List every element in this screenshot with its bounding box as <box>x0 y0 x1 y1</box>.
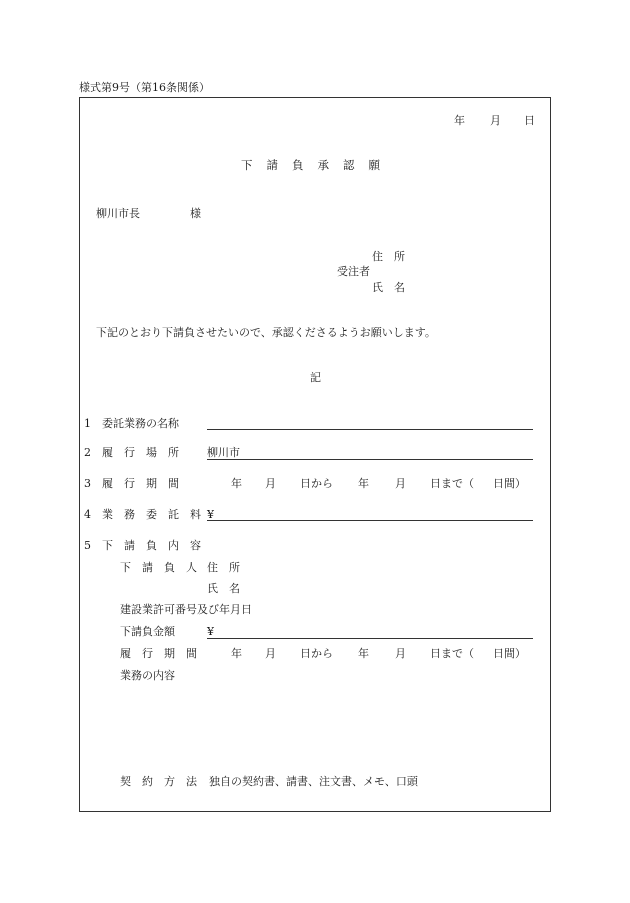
applicant-name-label: 氏 名 <box>372 281 405 294</box>
item4-number: 4 <box>84 508 91 521</box>
item3-number: 3 <box>84 477 91 490</box>
date-month: 月 <box>490 114 501 127</box>
item5-label: 下 請 負 内 容 <box>102 539 201 552</box>
sub-month2: 月 <box>395 647 406 660</box>
item5-number: 5 <box>84 539 91 552</box>
subcontractor-label: 下 請 負 人 <box>120 561 197 574</box>
item1-underline <box>207 429 533 430</box>
item4-label: 業 務 委 託 料 <box>102 508 201 521</box>
sub-amount-underline <box>207 638 533 639</box>
date-day: 日 <box>524 114 535 127</box>
item1-label: 委託業務の名称 <box>102 417 179 430</box>
sub-name-label: 氏 名 <box>207 582 240 595</box>
page-title: 下請負承認願 <box>241 158 394 172</box>
intro-text: 下記のとおり下請負させたいので、承認くださるようお願いします。 <box>96 326 436 339</box>
item4-underline <box>207 520 533 521</box>
contract-method-value: 独自の契約書、請書、注文書、メモ、口頭 <box>209 775 418 788</box>
sub-amount-yen: ¥ <box>207 625 214 638</box>
item3-until: 日まで（ <box>430 477 474 490</box>
applicant-address-label: 住 所 <box>372 250 405 263</box>
item3-days: 日間） <box>493 477 526 490</box>
sub-address-label: 住 所 <box>207 561 240 574</box>
sub-until: 日まで（ <box>430 647 474 660</box>
item3-from: 日から <box>300 477 333 490</box>
item2-number: 2 <box>84 446 91 459</box>
item3-month1: 月 <box>265 477 276 490</box>
addressee-honorific: 様 <box>190 207 201 220</box>
item3-label: 履 行 期 間 <box>102 477 179 490</box>
sub-days: 日間） <box>493 647 526 660</box>
license-label: 建設業許可番号及び年月日 <box>120 603 252 616</box>
item2-underline <box>207 459 533 460</box>
applicant-role: 受注者 <box>337 265 370 278</box>
item1-number: 1 <box>84 417 91 430</box>
ki-label: 記 <box>310 371 321 384</box>
item3-year1: 年 <box>231 477 242 490</box>
addressee-name: 柳川市長 <box>96 207 140 220</box>
sub-from: 日から <box>300 647 333 660</box>
item2-value: 柳川市 <box>207 446 240 459</box>
item3-month2: 月 <box>395 477 406 490</box>
sub-year2: 年 <box>358 647 369 660</box>
contract-method-label: 契 約 方 法 <box>120 775 197 788</box>
sub-period-label: 履 行 期 間 <box>120 647 197 660</box>
item2-label: 履 行 場 所 <box>102 446 179 459</box>
sub-year1: 年 <box>231 647 242 660</box>
work-content-label: 業務の内容 <box>120 669 175 682</box>
item3-year2: 年 <box>358 477 369 490</box>
sub-month1: 月 <box>265 647 276 660</box>
form-number: 様式第9号（第16条関係） <box>79 81 210 94</box>
sub-amount-label: 下請負金額 <box>120 625 175 638</box>
item4-yen: ¥ <box>207 508 214 521</box>
date-year: 年 <box>454 114 465 127</box>
